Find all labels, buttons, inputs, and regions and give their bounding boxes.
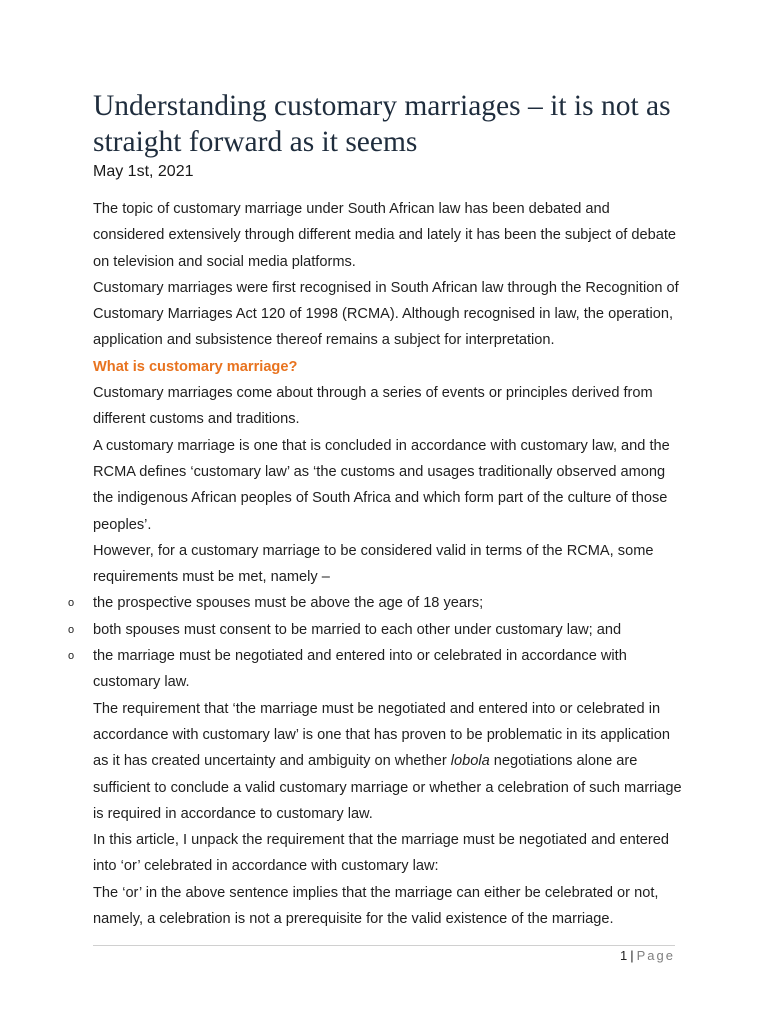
- circle-bullet-icon: o: [68, 597, 75, 610]
- list-item: [68, 643, 683, 696]
- paragraph: The ‘or’ in the above sentence implies that the marriage can either be celebrated or not, namely, a celebration is not a prerequisite for the valid existence of the marriage.: [93, 884, 659, 928]
- list-item: [68, 590, 683, 616]
- page-label: Page: [636, 948, 675, 963]
- list-item-text: both spouses must consent to be married to each other under customary law; and: [93, 621, 622, 638]
- text-run: The requirement that ‘the marriage must be negotiated and entered into or celebrated in accordance with customary law’ is one that has proven to be problematic in its application as it has created uncertainty and ambiguity on whether: [93, 700, 671, 770]
- circle-bullet-icon: o: [68, 650, 75, 663]
- text-run: negotiations alone are sufficient to conclude a valid customary marriage or whether a celebration of such marriage is required in accordance to customary law.: [93, 753, 682, 822]
- page-number: 1: [620, 948, 628, 963]
- page-footer: [620, 947, 675, 965]
- list-item-text: the marriage must be negotiated and entered into or celebrated in accordance with customary law.: [93, 648, 627, 691]
- footer-divider: [93, 945, 675, 946]
- circle-bullet-icon: o: [68, 623, 75, 636]
- article-title: Understanding customary marriages – it is not as straight forward as it seems: [93, 90, 671, 158]
- article-date: May 1st, 2021: [93, 163, 194, 180]
- paragraph: A customary marriage is one that is concluded in accordance with customary law, and the RCMA defines ‘customary law’ as ‘the customs and usages traditionally observed among the indigenous African peoples of South Africa and which form part of the culture of those peoples’.: [93, 437, 670, 533]
- paragraph: However, for a customary marriage to be considered valid in terms of the RCMA, some requirements must be met, namely –: [93, 542, 654, 586]
- italic-term: lobola: [450, 753, 490, 770]
- list-item: [68, 617, 683, 643]
- list-item-text: the prospective spouses must be above the age of 18 years;: [93, 595, 484, 612]
- paragraph: The topic of customary marriage under South African law has been debated and considered extensively through different media and lately it has been the subject of debate on television and social media platforms.: [93, 201, 677, 270]
- paragraph: Customary marriages come about through a series of events or principles derived from different customs and traditions.: [93, 385, 653, 428]
- footer-separator: |: [630, 948, 634, 963]
- article-body: [68, 196, 683, 932]
- section-heading: What is customary marriage?: [93, 358, 298, 375]
- requirements-list: [68, 590, 683, 695]
- paragraph: In this article, I unpack the requirement that the marriage must be negotiated and entered into ‘or’ celebrated in accordance with customary law:: [93, 832, 669, 875]
- paragraph: Customary marriages were first recognised in South African law through the Recognition of Customary Marriages Act 120 of 1998 (RCMA). Although recognised in law, the operation, application and subsistence thereof remains a subject for interpretation.: [93, 279, 679, 349]
- paragraph: [93, 696, 683, 827]
